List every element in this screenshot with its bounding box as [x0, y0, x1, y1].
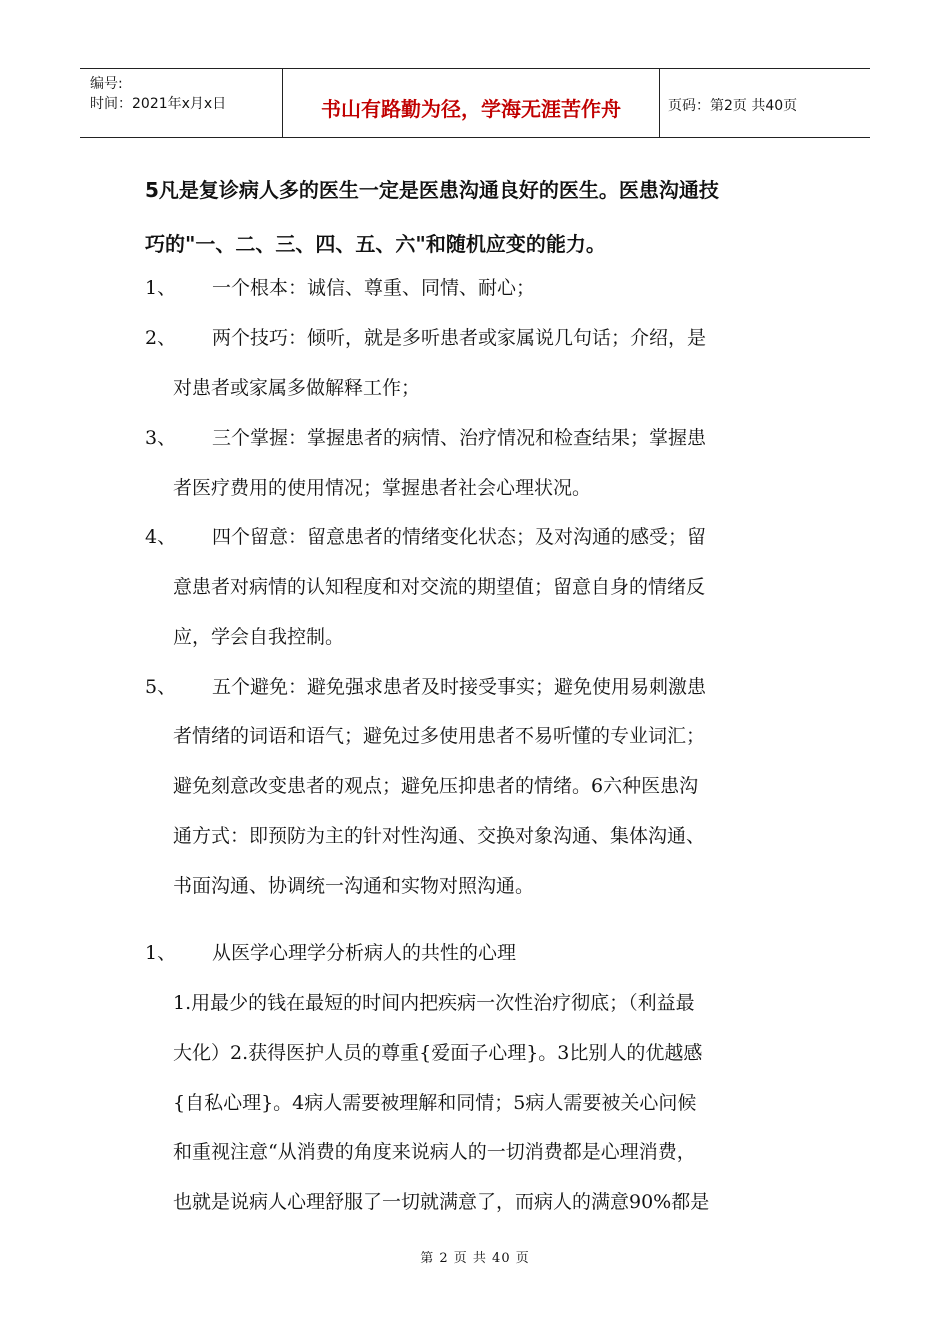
item-line: 对患者或家属多做解释工作； [173, 377, 421, 399]
document-header [80, 68, 870, 138]
item-line: 应，学会自我控制。 [173, 626, 345, 648]
heading-line-2: 巧的"一、二、三、四、五、六"和随机应变的能力。 [145, 232, 606, 256]
section-number: 1、 [145, 942, 177, 964]
page-footer: 第 2 页 共 40 页 [420, 1251, 530, 1266]
item-line: 两个技巧：倾听，就是多听患者或家属说几句话；介绍，是 [212, 327, 707, 349]
item-number: 4、 [145, 526, 177, 548]
item-line: 书面沟通、协调统一沟通和实物对照沟通。 [173, 875, 535, 897]
item-number: 3、 [145, 427, 177, 449]
item-line: 意患者对病情的认知程度和对交流的期望值；留意自身的情绪反 [173, 576, 706, 598]
item-line: 者医疗费用的使用情况；掌握患者社会心理状况。 [173, 477, 592, 499]
item-line: 通方式：即预防为主的针对性沟通、交换对象沟通、集体沟通、 [173, 825, 706, 847]
item-number: 1、 [145, 277, 177, 299]
item-line: 避免刻意改变患者的观点；避免压抑患者的情绪。6六种医患沟 [173, 775, 699, 797]
code-label: 编号: [90, 76, 123, 92]
item-line: 一个根本：诚信、尊重、同情、耐心； [212, 277, 536, 299]
section-line: 1.用最少的钱在最短的时间内把疾病一次性治疗彻底；（利益最 [173, 992, 695, 1014]
section-line: 大化）2.获得医护人员的尊重{爱面子心理}。3比别人的优越感 [173, 1042, 703, 1064]
header-info-cell [80, 69, 283, 137]
section-line: 也就是说病人心理舒服了一切就满意了，而病人的满意90%都是 [173, 1191, 710, 1213]
item-line: 三个掌握：掌握患者的病情、治疗情况和检查结果；掌握患 [212, 427, 707, 449]
page-info: 页码：第2页 共40页 [668, 98, 798, 114]
heading-line-1: 5凡是复诊病人多的医生一定是医患沟通良好的医生。医患沟通技 [145, 178, 719, 202]
item-line: 者情绪的词语和语气；避免过多使用患者不易听懂的专业词汇； [173, 725, 706, 747]
item-number: 2、 [145, 327, 177, 349]
header-page-cell [660, 69, 870, 137]
section-title: 从医学心理学分析病人的共性的心理 [212, 942, 517, 964]
item-line: 四个留意：留意患者的情绪变化状态；及对沟通的感受；留 [212, 526, 707, 548]
time-label: 时间：2021年x月x日 [90, 96, 227, 112]
section-line: 和重视注意“从消费的角度来说病人的一切消费都是心理消费， [173, 1141, 696, 1163]
item-line: 五个避免：避免强求患者及时接受事实；避免使用易刺激患 [212, 676, 707, 698]
item-number: 5、 [145, 676, 177, 698]
motto: 书山有路勤为径，学海无涯苦作舟 [321, 97, 621, 121]
section-line: {自私心理}。4病人需要被理解和同情；5病人需要被关心问候 [173, 1092, 697, 1114]
header-motto-cell [283, 69, 660, 137]
